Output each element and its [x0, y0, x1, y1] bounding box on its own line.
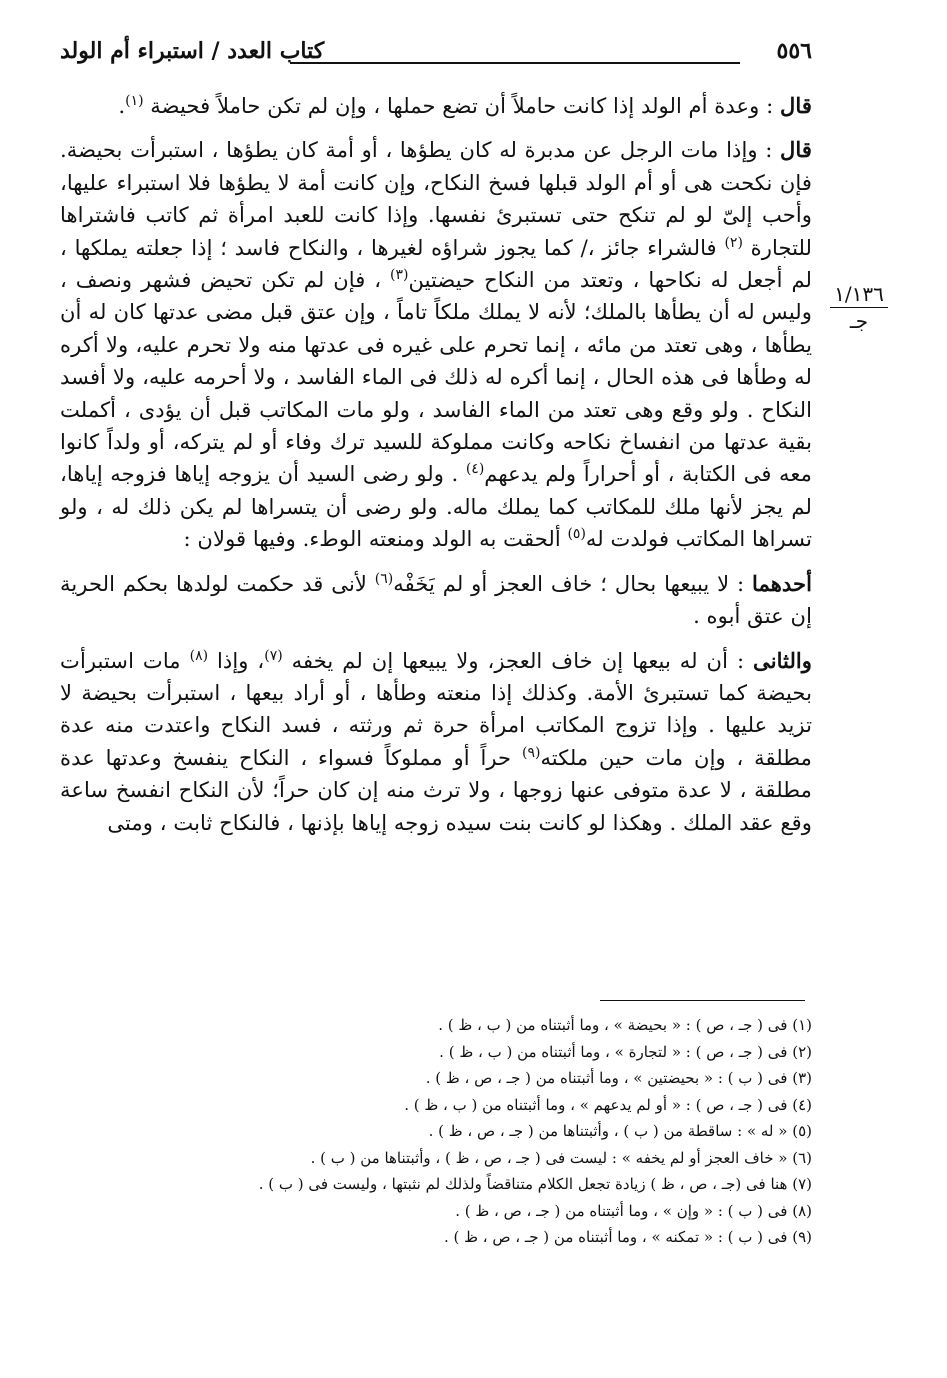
- header-rule: [290, 62, 740, 64]
- footnote-9: (٩) فى ( ب ) : « تمكنه » ، وما أثبتناه من ( جـ ، ص ، ظ ) .: [443, 1228, 812, 1246]
- footnote-ref-7: (٧): [264, 647, 283, 664]
- paragraph-label: والثانى: [753, 647, 813, 673]
- paragraph-text: : لا يبيعها بحال ؛ خاف العجز أو لم يَخَفْه: [393, 570, 753, 596]
- main-text: [60, 90, 812, 851]
- paragraph-text: ، فإن لم تكن تحيض فشهر ونصف ، وليس له أن يطأها بالملك؛ لأنه لا يملك ملكاً تاماً ، وإن عتق قبل مضى عدتها كان له أن يطأها ، وهى تعتد من مائه ، إنما تحرم على غيره فى عدتها منه ولا تحرم عليه، ولا أكره له وطأها فى هذه الحال ، إنما أكره له ذلك فى الماء الفاسد ، ولا أحرمه عليه، ولا أفسد النكاح . ولو وقع وهى تعتد من الماء الفاسد ، ولو مات المكاتب قبل أن يؤدى ، أكملت بقية عدتها من انفساخ نكاحه وكانت مملوكة للسيد ترك وفاء أو لم يتركه، أو ولداً كانوا معه فى الكتابة ، أو أحراراً ولم يدعهم: [60, 267, 812, 487]
- paragraph-text: : أن له بيعها إن خاف العجز، ولا يبيعها إن لم يخفه: [282, 647, 754, 673]
- paragraph-text: : وإذا مات الرجل عن مدبرة له كان يطؤها ، أو أمة كان يطؤها ، استبرأت بحيضة. فإن نكحت هى أو أم الولد قبلها فسخ النكاح، وإن كانت أمة لا يطؤها فلا استبراء عليها، وأحب إلىّ لو لم تنكح حتى تستبرئ نفسها. وإذا كانت للعبد امرأة ثم كاتب فاشتراها للتجارة: [60, 137, 812, 260]
- footnote-ref-4: (٤): [465, 461, 485, 478]
- footnote-ref-5: (٥): [567, 526, 586, 543]
- footnote-separator: [600, 1000, 805, 1001]
- running-title: كتاب العدد / استبراء أم الولد: [60, 38, 325, 64]
- paragraph-2: [60, 134, 812, 555]
- paragraph-text: ، وإذا: [208, 647, 265, 673]
- paragraph-4: [60, 645, 812, 839]
- footnote-8: (٨) فى ( ب ) : « وإن » ، وما أثبتناه من ( جـ ، ص ، ظ ) .: [455, 1201, 812, 1220]
- paragraph-1: [60, 90, 812, 122]
- footnote-ref-8: (٨): [189, 647, 209, 664]
- page-number: ٥٥٦: [776, 38, 812, 64]
- paragraph-text: حراً أو مملوكاً فسواء ، النكاح ينفسخ وعدتها عدة مطلقة ، لا عدة متوفى عنها زوجها ، ولا ترث منه إن كان حراً؛ لأن النكاح انفسخ ساعة وقع عقد الملك . وهكذا لو كانت بنت سيده زوجه إياها بإذنها ، فالنكاح ثابت ، ومتى: [60, 744, 812, 835]
- footnote-7: (٧) هنا فى (جـ ، ص ، ظ ) زيادة تجعل الكلام متناقضاً ولذلك لم نثبتها ، وليست فى ( ب ) .: [258, 1175, 812, 1193]
- margin-manuscript-folio: ١/١٣٦: [830, 283, 888, 308]
- footnote-ref-3: (٣): [389, 266, 409, 283]
- paragraph-text: لأنى قد حكمت لولدها بحكم الحرية إن عتق أبوه .: [60, 570, 812, 629]
- footnote-2: (٢) فى ( جـ ، ص ) : « لتجارة » ، وما أثبتناه من ( ب ، ظ ) .: [439, 1042, 812, 1061]
- footnote-4: (٤) فى ( جـ ، ص ) : « أو لم يدعهم » ، وما أثبتناه من ( ب ، ظ ) .: [404, 1095, 812, 1114]
- paragraph-text: : وعدة أم الولد إذا كانت حاملاً أن تضع حملها ، وإن لم تكن حاملاً فحيضة: [143, 93, 781, 118]
- paragraph-text: . ولو رضى السيد أن يزوجه إياها فزوجه إياها، لم يجز لأنها ملك للمكاتب كما يملك ماله. ولو رضى أن يتسراها لم يكن ذلك له ، ولو تسراها المكاتب فولدت له: [60, 461, 812, 552]
- footnote-ref-1: (١): [125, 92, 144, 109]
- paragraph-text: فالشراء جائز ،/ كما يجوز شراؤه لغيرها ، والنكاح فاسد ؛ إذا جعلته يملكها ، لم أجعل له نكاحها ، وتعتد من النكاح حيضتين: [60, 234, 813, 293]
- paragraph-3: [60, 568, 812, 633]
- footnotes: [60, 1012, 812, 1251]
- paragraph-text: مات استبرأت بحيضة كما تستبرئ الأمة. وكذلك إذا منعته وطأها ، أو أراد بيعها ، استبرأت بحيضة لا تزيد عليها . وإذا تزوج المكاتب امرأة حرة ثم ورثته ، فسد النكاح واعتدت منه عدة مطلقة ، وإن مات حين ملكته: [60, 647, 812, 770]
- paragraph-label: أحدهما: [752, 570, 812, 596]
- paragraph-label: قال: [780, 137, 812, 163]
- margin-reference: [830, 283, 888, 332]
- paragraph-label: قال: [780, 93, 812, 118]
- footnote-6: (٦) « خاف العجز أو لم يخفه » : ليست فى ( جـ ، ص ، ظ ) ، وأثبتناها من ( ب ) .: [310, 1148, 812, 1167]
- footnote-ref-2: (٢): [724, 234, 743, 251]
- paragraph-text: ألحقت به الولد ومنعته الوطء. وفيها قولان :: [183, 526, 568, 552]
- paragraph-end: .: [118, 93, 126, 118]
- footnote-5: (٥) « له » : ساقطة من ( ب ) ، وأثبتناها من ( جـ ، ص ، ظ ) .: [428, 1122, 812, 1140]
- footnote-1: (١) فى ( جـ ، ص ) : « بحيضة » ، وما أثبتناه من ( ب ، ظ ) .: [438, 1016, 812, 1034]
- running-header: [60, 38, 812, 72]
- margin-manuscript-letter: جـ: [849, 309, 869, 333]
- footnote-ref-9: (٩): [521, 744, 541, 761]
- footnote-3: (٣) فى ( ب ) : « بحيضتين » ، وما أثبتناه من ( جـ ، ص ، ظ ) .: [425, 1069, 812, 1087]
- footnote-ref-6: (٦): [374, 570, 394, 587]
